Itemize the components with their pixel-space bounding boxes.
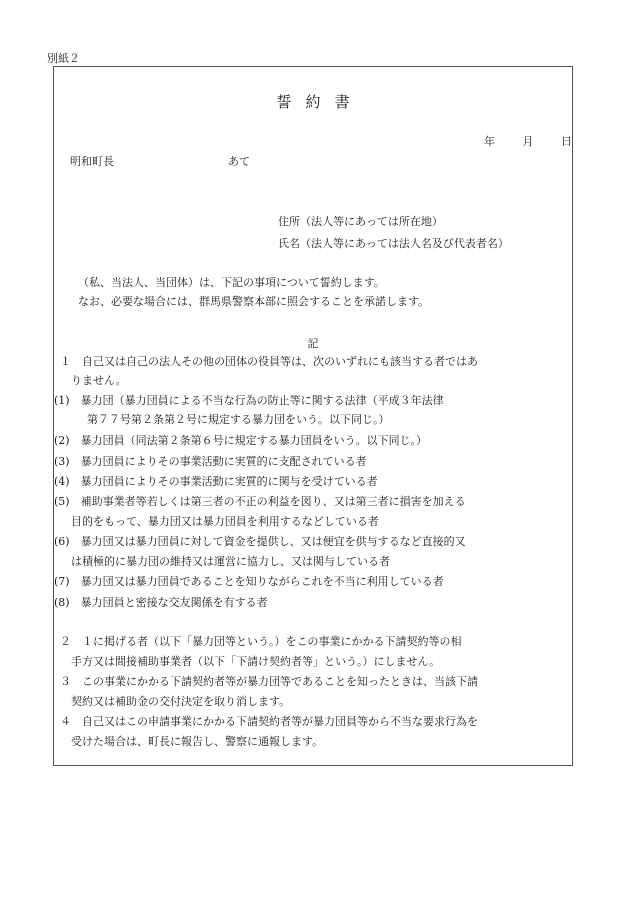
item-3-line-1: ３ この事業にかかる下請契約者等が暴力団等であることを知ったときは、当該下請 (60, 675, 478, 688)
intro-line-1: （私、当法人、当団体）は、下記の事項について誓約します。 (78, 276, 385, 289)
recipient-suffix: あて (228, 155, 250, 168)
subitem-5-line-1: (5) 補助事業者等若しくは第三者の不正の利益を図り、又は第三者に損害を加える (54, 495, 466, 508)
subitem-6-line-1: (6) 暴力団又は暴力団員に対して資金を提供し、又は便宜を供与するなど直接的又 (54, 535, 466, 548)
item-1-line-2: りません。 (71, 374, 127, 387)
item-1-line-1: １ 自己又は自己の法人その他の団体の役員等は、次のいずれにも該当する者ではあ (60, 355, 478, 368)
signer-address: 住所（法人等にあっては所在地） (278, 215, 443, 228)
recipient-name: 明和町長 (70, 155, 114, 168)
date-day: 日 (561, 135, 572, 148)
document-title: 誓約書 (276, 93, 364, 111)
item-4-line-2: 受けた場合は、町長に報告し、警察に通報します。 (71, 735, 324, 748)
subitem-3: (3) 暴力団員によりその事業活動に実質的に支配されている者 (54, 455, 367, 468)
subitem-5-line-2: 目的をもって、暴力団又は暴力団員を利用するなどしている者 (71, 515, 379, 528)
ki-heading: 記 (307, 337, 319, 350)
pledge-document (53, 66, 573, 766)
subitem-6-line-2: は積極的に暴力団の維持又は運営に協力し、又は関与している者 (71, 555, 390, 568)
subitem-4: (4) 暴力団員によりその事業活動に実質的に関与を受けている者 (54, 475, 378, 488)
item-3-line-2: 契約又は補助金の交付決定を取り消します。 (71, 695, 291, 708)
subitem-2: (2) 暴力団員（同法第２条第６号に規定する暴力団員をいう。以下同じ。） (54, 434, 428, 447)
subitem-7: (7) 暴力団又は暴力団員であることを知りながらこれを不当に利用している者 (54, 575, 444, 588)
intro-line-2: なお、必要な場合には、群馬県警察本部に照会することを承諾します。 (78, 295, 430, 308)
annex-label: 別紙２ (47, 52, 80, 65)
signer-name: 氏名（法人等にあっては法人名及び代表者名） (278, 237, 509, 250)
date-line (484, 133, 572, 149)
date-month: 月 (522, 135, 534, 148)
item-2-line-2: 手方又は間接補助事業者（以下「下請け契約者等」という。）にしません。 (71, 655, 441, 668)
date-year: 年 (484, 135, 495, 148)
subitem-8: (8) 暴力団員と密接な交友関係を有する者 (54, 596, 268, 609)
item-4-line-1: ４ 自己又はこの申請事業にかかる下請契約者等が暴力団員等から不当な要求行為を (60, 715, 478, 728)
subitem-1-line-1: (1) 暴力団（暴力団員による不当な行為の防止等に関する法律（平成３年法律 (54, 394, 444, 407)
subitem-1-line-2: 第７７号第２条第２号に規定する暴力団をいう。以下同じ。） (87, 413, 390, 426)
item-2-line-1: ２ １に掲げる者（以下「暴力団等という。）をこの事業にかかる下請契約等の相 (60, 635, 462, 648)
